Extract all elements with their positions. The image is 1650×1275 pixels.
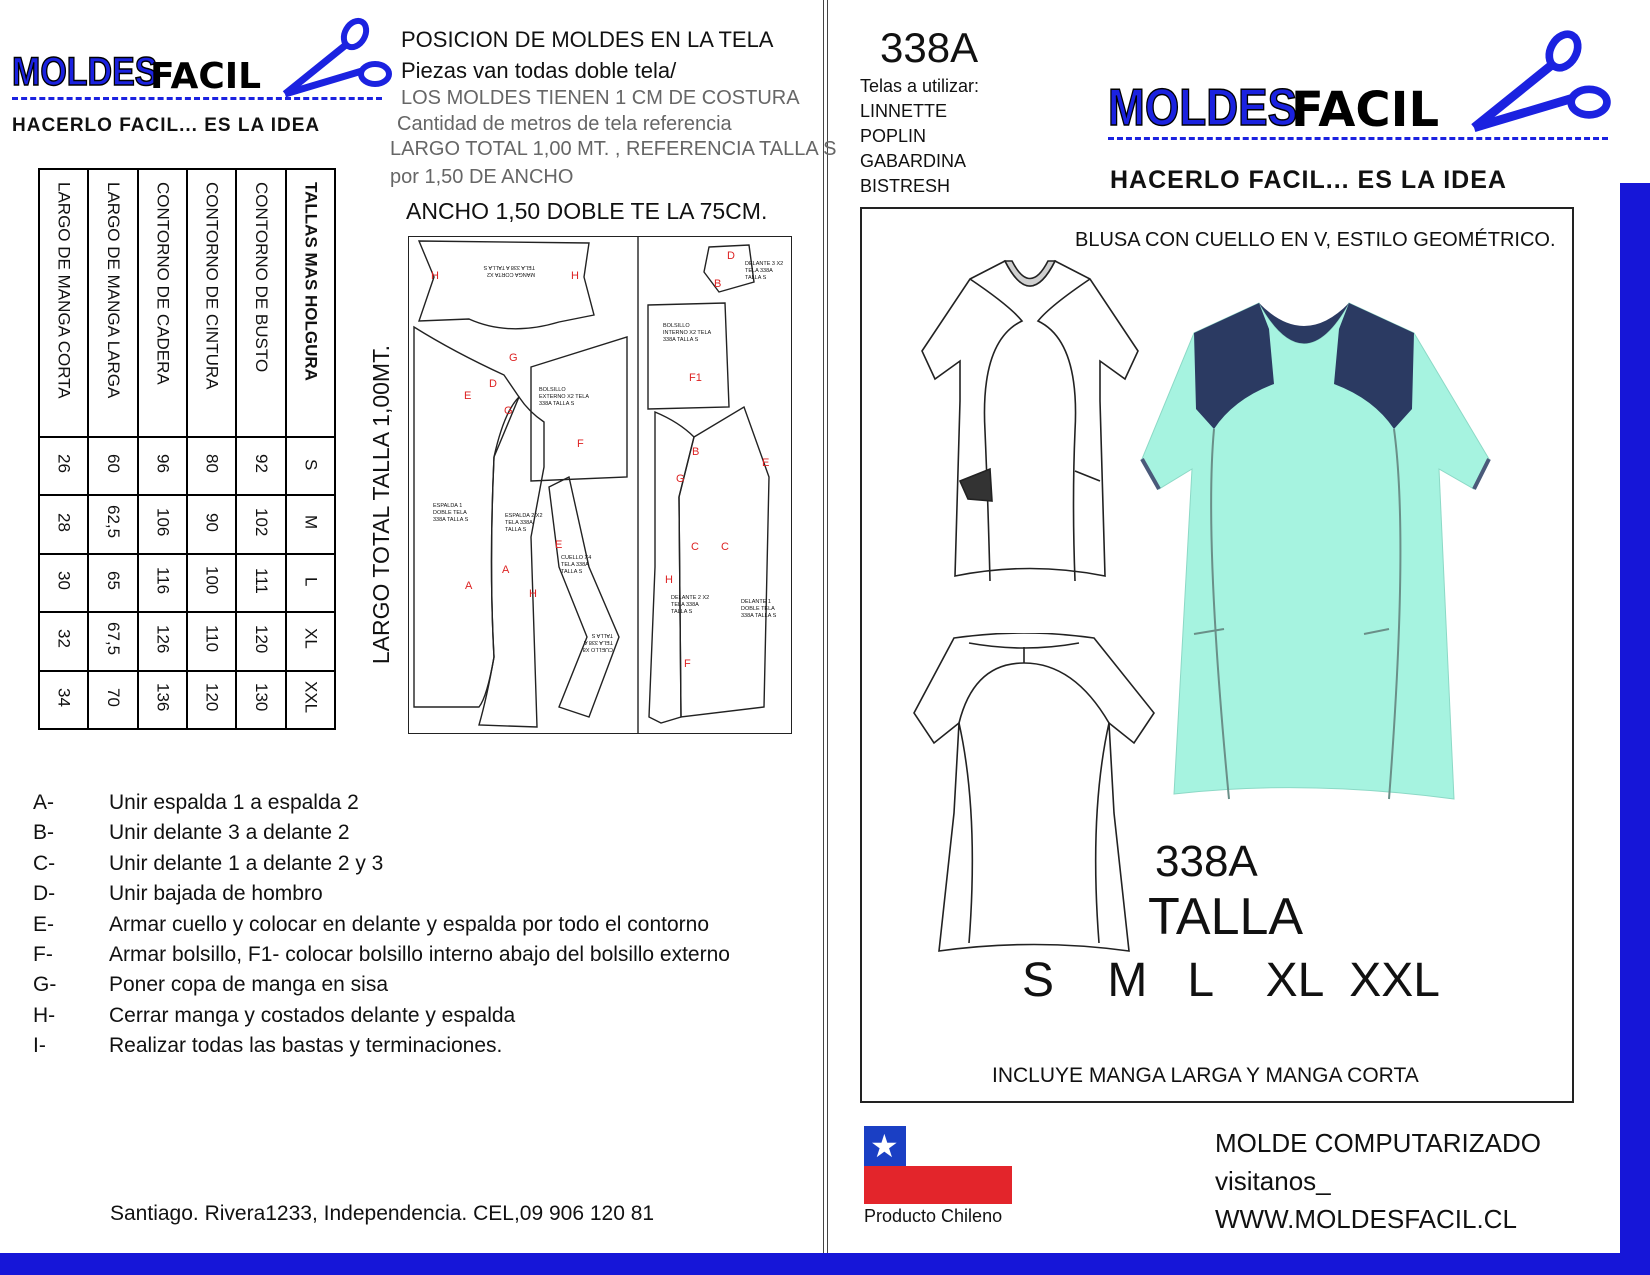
- header-largo-manga-larga: LARGO DE MANGA LARGA: [88, 169, 137, 437]
- scissors-icon: [1463, 28, 1618, 143]
- length-label: LARGO TOTAL TALLA 1,00MT.: [368, 345, 394, 665]
- pattern-letter-h1: H: [431, 270, 439, 282]
- product-code: 338A: [880, 24, 979, 71]
- label-delante1: DELANTE 1 DOBLE TELA 338A TALLA S: [741, 599, 777, 619]
- step-row: G- Poner copa de manga en sisa: [33, 973, 389, 997]
- pattern-letter-f2: F: [684, 658, 691, 670]
- cell-m-cadera: 106: [138, 495, 187, 553]
- width-label: ANCHO 1,50 DOBLE TE LA 75CM.: [406, 198, 768, 224]
- header-line5: LARGO TOTAL 1,00 MT. , REFERENCIA TALLA S: [390, 138, 837, 160]
- cell-xl-size: XL: [286, 612, 335, 670]
- includes-note: INCLUYE MANGA LARGA Y MANGA CORTA: [992, 1064, 1419, 1087]
- pattern-letter-g2: G: [504, 405, 513, 417]
- flag-red-stripe: [864, 1166, 1012, 1204]
- fabric-1: LINNETTE: [860, 101, 948, 121]
- label-cuello2: CUELLO X8 TELA 338 A TALLA S: [582, 632, 613, 652]
- address: Santiago. Rivera1233, Independencia. CEL,09 906 120 81: [110, 1202, 655, 1225]
- logo-tagline: HACERLO FACIL... ES LA IDEA: [12, 115, 321, 136]
- computerized-label: MOLDE COMPUTARIZADO: [1215, 1128, 1541, 1158]
- pattern-letter-g3: G: [676, 473, 685, 485]
- cell-xl-busto: 120: [236, 612, 285, 670]
- label-manga: MANGA CORTA X2 TELA 338 A TALLA S: [483, 264, 535, 277]
- garment-description: BLUSA CON CUELLO EN V, ESTILO GEOMÉTRICO.: [1075, 229, 1556, 251]
- chile-flag: [864, 1126, 1012, 1204]
- bottom-blue-bar: [0, 1253, 1650, 1275]
- cell-l-cadera: 116: [138, 554, 187, 612]
- header-line6: por 1,50 DE ANCHO: [390, 166, 574, 188]
- step-row: F- Armar bolsillo, F1- colocar bolsillo interno abajo del bolsillo externo: [33, 943, 730, 967]
- pattern-letter-b2: B: [692, 446, 700, 458]
- logo-moldes-text: MOLDES: [1108, 79, 1298, 137]
- label-espalda1: ESPALDA 1 DOBLE TELA 338A TALLA S: [433, 503, 469, 523]
- label-delante3: DELANTE 3 X2 TELA 338A TALLA S: [745, 261, 784, 281]
- pattern-letter-g1: G: [509, 352, 518, 364]
- logo-dashed-line: [12, 97, 382, 103]
- page-divider-right: [827, 0, 828, 1255]
- pattern-pieces-drawing: [409, 237, 791, 733]
- fabric-4: BISTRESH: [860, 176, 951, 196]
- sizes-list: S M L XL XXL: [1022, 954, 1440, 1007]
- pattern-letter-e3: E: [762, 457, 770, 469]
- header-tallas: TALLAS MAS HOLGURA: [286, 169, 335, 437]
- garment-photo: [1134, 289, 1534, 809]
- header-contorno-cintura: CONTORNO DE CINTURA: [187, 169, 236, 437]
- pattern-letter-c2: C: [721, 541, 729, 553]
- header-line1: POSICION DE MOLDES EN LA TELA: [401, 27, 774, 52]
- cell-xxl-busto: 130: [236, 671, 285, 729]
- header-contorno-cadera: CONTORNO DE CADERA: [138, 169, 187, 437]
- cell-s-cadera: 96: [138, 437, 187, 495]
- cell-xl-cintura: 110: [187, 612, 236, 670]
- cell-xl-corta: 32: [39, 612, 88, 670]
- visit-label: visitanos_: [1215, 1166, 1331, 1196]
- pattern-letter-d1: D: [489, 378, 497, 390]
- cell-l-larga: 65: [88, 554, 137, 612]
- cell-m-corta: 28: [39, 495, 88, 553]
- step-row: C- Unir delante 1 a delante 2 y 3: [33, 851, 384, 875]
- cell-s-cintura: 80: [187, 437, 236, 495]
- logo-facil-text: FACIL: [1291, 82, 1440, 138]
- cell-xl-larga: 67,5: [88, 612, 137, 670]
- cell-xxl-size: XXL: [286, 671, 335, 729]
- website-url[interactable]: WWW.MOLDESFACIL.CL: [1215, 1204, 1517, 1234]
- label-espalda2: ESPALDA 2 X2 TELA 338A TALLA S: [505, 513, 543, 533]
- logo-moldes-text: MOLDES: [12, 50, 158, 94]
- code-big: 338A: [1155, 837, 1258, 886]
- header-line2: Piezas van todas doble tela/: [401, 58, 677, 83]
- talla-label: TALLA: [1148, 888, 1304, 946]
- cell-l-busto: 111: [236, 554, 285, 612]
- step-row: E- Armar cuello y colocar en delante y espalda por todo el contorno: [33, 912, 710, 936]
- cell-m-cintura: 90: [187, 495, 236, 553]
- pattern-letter-f1b: F1: [689, 372, 702, 384]
- cell-xxl-larga: 70: [88, 671, 137, 729]
- label-cuello1: CUELLO X4 TELA 338A TALLA S: [561, 555, 592, 575]
- flag-star-icon: ★: [870, 1128, 899, 1164]
- header-contorno-busto: CONTORNO DE BUSTO: [236, 169, 285, 437]
- product-origin: Producto Chileno: [864, 1206, 1003, 1226]
- pattern-letter-h3: H: [529, 588, 537, 600]
- cell-s-busto: 92: [236, 437, 285, 495]
- logo-facil-text: FACIL: [150, 56, 262, 97]
- cell-l-size: L: [286, 554, 335, 612]
- pattern-letter-f1: F: [577, 438, 584, 450]
- front-sketch: [910, 251, 1150, 591]
- cell-xxl-cintura: 120: [187, 671, 236, 729]
- step-row: H- Cerrar manga y costados delante y espalda: [33, 1003, 516, 1027]
- cell-l-cintura: 100: [187, 554, 236, 612]
- logo-dashed-line: [1108, 137, 1608, 143]
- cell-xl-cadera: 126: [138, 612, 187, 670]
- cell-xxl-cadera: 136: [138, 671, 187, 729]
- pattern-letter-h4: H: [665, 574, 673, 586]
- pattern-layout: [408, 236, 792, 734]
- pattern-letter-c1: C: [691, 541, 699, 553]
- cell-xxl-corta: 34: [39, 671, 88, 729]
- page-divider-left: [823, 0, 824, 1255]
- pattern-letter-h2: H: [571, 270, 579, 282]
- step-row: A- Unir espalda 1 a espalda 2: [33, 791, 359, 814]
- scissors-icon: [277, 16, 397, 106]
- right-blue-strip: [1620, 183, 1650, 1253]
- cell-m-size: M: [286, 495, 335, 553]
- header-line3: LOS MOLDES TIENEN 1 CM DE COSTURA: [401, 87, 800, 109]
- step-row: D- Unir bajada de hombro: [33, 882, 323, 906]
- label-bolsillo-ext: BOLSILLO EXTERNO X2 TELA 338A TALLA S: [539, 387, 589, 407]
- pattern-letter-a2: A: [502, 564, 510, 576]
- pattern-letter-a1: A: [465, 580, 473, 592]
- cell-l-corta: 30: [39, 554, 88, 612]
- fabric-2: POPLIN: [860, 126, 927, 146]
- pattern-letter-e1: E: [464, 390, 472, 402]
- cell-s-larga: 60: [88, 437, 137, 495]
- cell-s-size: S: [286, 437, 335, 495]
- fabric-3: GABARDINA: [860, 151, 967, 171]
- logo-tagline: HACERLO FACIL... ES LA IDEA: [1110, 166, 1507, 194]
- header-largo-manga-corta: LARGO DE MANGA CORTA: [39, 169, 88, 437]
- cell-m-busto: 102: [236, 495, 285, 553]
- pattern-letter-e2: E: [555, 539, 563, 551]
- assembly-steps: [33, 788, 730, 1062]
- size-table: [38, 168, 336, 730]
- step-row: I- Realizar todas las bastas y terminaciones.: [33, 1034, 503, 1058]
- label-bolsillo-int: BOLSILLO INTERNO X2 TELA 338A TALLA S: [663, 323, 711, 343]
- cell-s-corta: 26: [39, 437, 88, 495]
- pattern-letter-b1: B: [714, 278, 722, 290]
- label-delante2: DELANTE 2 X2 TELA 338A TALLA S: [671, 595, 710, 615]
- step-row: B- Unir delante 3 a delante 2: [33, 821, 350, 845]
- fabrics-title: Telas a utilizar:: [860, 76, 980, 96]
- garment-frame: [860, 207, 1574, 1103]
- pattern-letter-d2: D: [727, 250, 735, 262]
- header-line4: Cantidad de metros de tela referencia: [397, 113, 732, 135]
- cell-m-larga: 62,5: [88, 495, 137, 553]
